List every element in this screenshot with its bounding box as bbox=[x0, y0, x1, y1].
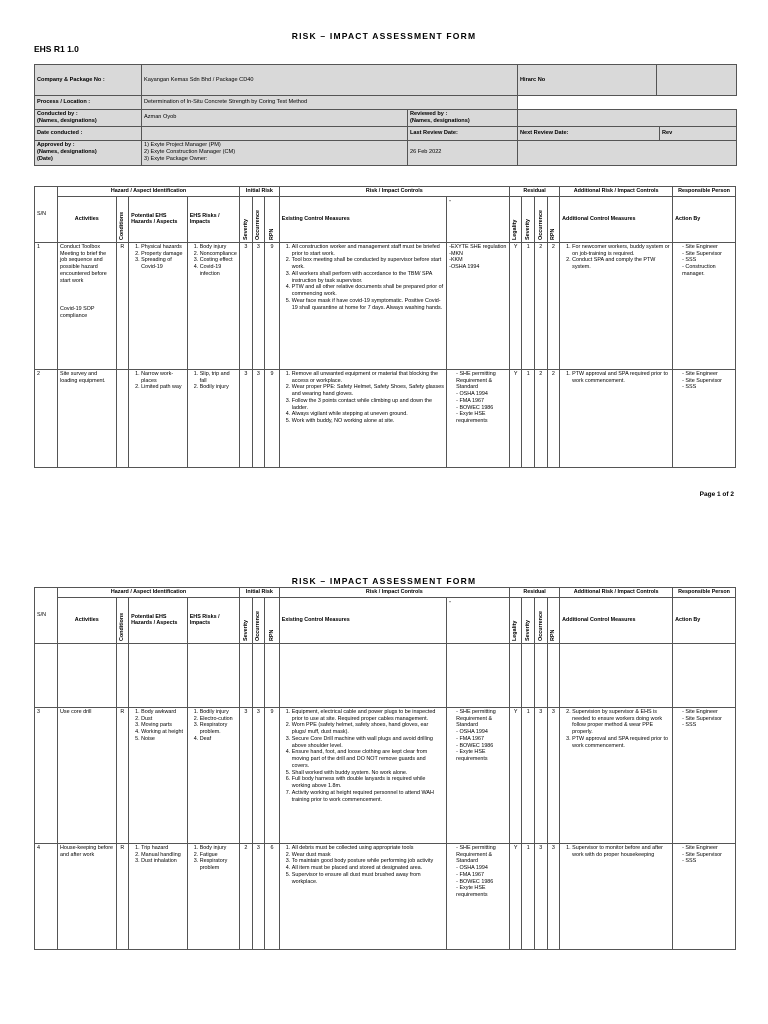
empty-cell bbox=[560, 643, 673, 707]
header-hazards: Potential EHS Hazards / Aspects bbox=[129, 196, 188, 242]
row-condition: R bbox=[116, 843, 129, 949]
list-item: 1. Slip, trip and fall bbox=[200, 371, 237, 385]
rev-label: Rev bbox=[660, 126, 737, 140]
list-item: 2. Limited path way bbox=[141, 384, 185, 391]
row-action-by bbox=[673, 242, 736, 369]
list-item: 4. PTW and all other relative documents shall be prepared prior of commencing work. bbox=[292, 284, 444, 298]
row-action-by bbox=[673, 707, 736, 843]
header-residual: Residual bbox=[509, 588, 559, 598]
list-item: 2. Property damage bbox=[141, 251, 185, 258]
list-item: 2. Wear proper PPE: Safety Helmet, Safety Shoes, Safety glasses and wearing hand gloves. bbox=[292, 384, 444, 398]
list-item: - Site Supervisor bbox=[682, 251, 733, 258]
row-action-by bbox=[673, 843, 736, 949]
list-item: 3. All workers shall perform with accordance to the TBM/ SPA instruction by task supervisor. bbox=[292, 271, 444, 285]
list-item: 4. Ensure hand, foot, and loose clothing are kept clear from moving part of the drill and DO NOT remove guards and covers. bbox=[292, 749, 444, 769]
row-severity: 3 bbox=[240, 242, 253, 369]
process-blank bbox=[518, 96, 737, 110]
list-item: - Exyte HSE requirements bbox=[456, 411, 507, 425]
row-res-occurrence: 2 bbox=[535, 369, 548, 467]
header-additional-group: Additional Risk / Impact Controls bbox=[560, 588, 673, 598]
conducted-label: Conducted by : (Names, designations) bbox=[35, 110, 142, 127]
list-item: - Site Engineer bbox=[682, 371, 733, 378]
empty-cell bbox=[116, 643, 129, 707]
header-controls-group: Risk / Impact Controls bbox=[279, 588, 509, 598]
list-item: - SSS bbox=[682, 384, 733, 391]
list-item: 3. To maintain good body posture while performing job activity bbox=[292, 858, 444, 865]
list-item: 4. Covid-19 infection bbox=[200, 264, 237, 278]
list-item: 4. Deaf bbox=[200, 736, 237, 743]
list-item: - SSS bbox=[682, 257, 733, 264]
empty-cell bbox=[673, 643, 736, 707]
list-item: 3. Dust inhalation bbox=[141, 858, 185, 865]
list-item: 1. PTW approval and SPA required prior to work commencement. bbox=[572, 371, 670, 385]
header-rpn-text: RPN bbox=[268, 630, 275, 642]
row-legal bbox=[447, 242, 510, 369]
reviewed-label: Reviewed by : (Names, designations) bbox=[408, 110, 518, 127]
list-item: - Site Supervisor bbox=[682, 378, 733, 385]
row-res-severity: 1 bbox=[522, 242, 535, 369]
row-res-severity: 1 bbox=[522, 369, 535, 467]
table-row bbox=[35, 369, 736, 467]
empty-cell bbox=[279, 643, 446, 707]
row-legality: Y bbox=[509, 707, 522, 843]
header-rpn bbox=[265, 196, 280, 242]
list-item: - SHE permitting Requirement & Standard bbox=[456, 371, 507, 391]
list-item: - SHE permitting Requirement & Standard bbox=[456, 845, 507, 865]
list-item: 4. Always vigilant while stepping at uneven ground. bbox=[292, 411, 444, 418]
header-severity-text: Severity bbox=[242, 620, 249, 642]
list-item: 1. Remove all unwanted equipment or material that blocking the access or workplace. bbox=[292, 371, 444, 385]
row-activity bbox=[58, 242, 117, 369]
list-item: - Construction manager. bbox=[682, 264, 733, 278]
page-number: Page 1 of 2 bbox=[699, 491, 734, 498]
row-hazards bbox=[129, 843, 188, 949]
list-item: 5. Work with buddy, NO working alone at site. bbox=[292, 418, 444, 425]
row-sn: 4 bbox=[35, 843, 58, 949]
list-item: - FMA 1967 bbox=[456, 398, 507, 405]
list-item: 1. All debris must be collected using appropriate tools bbox=[292, 845, 444, 852]
conducted-value: Azman Oyob bbox=[142, 110, 408, 127]
row-res-occurrence: 3 bbox=[535, 843, 548, 949]
row-condition: R bbox=[116, 242, 129, 369]
info-table bbox=[34, 64, 737, 166]
activity-text: Conduct Toolbox Meeting to brief the job sequence and possible hazard encountered before start work bbox=[60, 243, 107, 284]
header-res-occurrence bbox=[535, 597, 548, 643]
row-risks bbox=[187, 242, 239, 369]
header-rpn bbox=[265, 597, 280, 643]
header-responsible: Responsible Person bbox=[673, 588, 736, 598]
row-res-rpn: 2 bbox=[547, 369, 560, 467]
list-item: 1. Supervisor to monitor before and after work with do proper housekeeping bbox=[572, 845, 670, 859]
header-hazard-group: Hazard / Aspect Identification bbox=[58, 588, 240, 598]
list-item: - Exyte HSE requirements bbox=[456, 885, 507, 899]
row-hazards bbox=[129, 707, 188, 843]
list-item: - OSHA 1994 bbox=[456, 391, 507, 398]
row-res-occurrence: 2 bbox=[535, 242, 548, 369]
row-hazards bbox=[129, 242, 188, 369]
date-conducted-value bbox=[142, 126, 408, 140]
row-controls bbox=[279, 843, 446, 949]
list-item: 5. Shall worked with buddy system. No work alone. bbox=[292, 770, 444, 777]
list-item: 5. Noise bbox=[141, 736, 185, 743]
list-item: - Site Supervisor bbox=[682, 716, 733, 723]
row-add-measures bbox=[560, 369, 673, 467]
approved-blank bbox=[518, 140, 737, 165]
header-add-measures: Additional Control Measures bbox=[560, 196, 673, 242]
approved-list bbox=[142, 140, 408, 165]
row-occurrence: 3 bbox=[252, 242, 265, 369]
list-item: 2. Wear dust mask bbox=[292, 852, 444, 859]
empty-cell bbox=[58, 643, 117, 707]
list-item: 1. Trip hazard bbox=[141, 845, 185, 852]
row-sn: 3 bbox=[35, 707, 58, 843]
risk-table-page1 bbox=[34, 186, 736, 468]
row-rpn: 9 bbox=[265, 242, 280, 369]
header-occurrence bbox=[252, 196, 265, 242]
reviewed-value bbox=[518, 110, 737, 127]
list-item: - Site Supervisor bbox=[682, 852, 733, 859]
row-rpn: 9 bbox=[265, 707, 280, 843]
row-occurrence: 3 bbox=[252, 843, 265, 949]
empty-cell bbox=[265, 643, 280, 707]
header-existing: Existing Control Measures bbox=[279, 597, 446, 643]
activity-text: Use core drill bbox=[60, 708, 92, 715]
form-title: RISK – IMPACT ASSESSMENT FORM bbox=[291, 31, 477, 41]
header-res-rpn-text: RPN bbox=[549, 630, 556, 642]
list-item: 3. Secure Core Drill machine with wall plugs and avoid drilling above shoulder level. bbox=[292, 736, 444, 750]
header-sn: S/N bbox=[35, 187, 58, 243]
header-hazards: Potential EHS Hazards / Aspects bbox=[129, 597, 188, 643]
list-item: 2. Dust bbox=[141, 716, 185, 723]
hirarc-cell bbox=[518, 65, 737, 96]
list-item: - BOWEC 1986 bbox=[456, 879, 507, 886]
row-rpn: 9 bbox=[265, 369, 280, 467]
list-item: - Exyte HSE requirements bbox=[456, 749, 507, 763]
row-sn: 1 bbox=[35, 242, 58, 369]
empty-cell bbox=[509, 643, 522, 707]
list-item: 1. Narrow work-places bbox=[141, 371, 185, 385]
header-legality-text: Legality bbox=[512, 220, 519, 241]
header-action-by: Action By bbox=[673, 597, 736, 643]
date-conducted-label: Date conducted : bbox=[35, 126, 142, 140]
table-row bbox=[35, 242, 736, 369]
list-item: 3. Respiratory problem. bbox=[200, 722, 237, 736]
row-res-severity: 1 bbox=[522, 843, 535, 949]
header-legality bbox=[509, 597, 522, 643]
list-item: - BOWEC 1986 bbox=[456, 743, 507, 750]
list-item: - OSHA 1994 bbox=[456, 865, 507, 872]
empty-cell bbox=[129, 643, 188, 707]
list-item: 2. Conduct SPA and comply the PTW system. bbox=[572, 257, 670, 271]
list-item: - Site Engineer bbox=[682, 709, 733, 716]
row-activity bbox=[58, 707, 117, 843]
row-res-severity: 1 bbox=[522, 707, 535, 843]
header-conditions bbox=[116, 597, 129, 643]
row-severity: 3 bbox=[240, 707, 253, 843]
legal-item: -KKM bbox=[449, 257, 463, 264]
header-initial-risk: Initial Risk bbox=[240, 588, 280, 598]
activity-extra: Covid-19 SOP compliance bbox=[60, 306, 95, 319]
list-item: 2. Electro-cution bbox=[200, 716, 237, 723]
list-item: 3. Follow the 3 points contact while climbing up and down the ladder. bbox=[292, 398, 444, 412]
row-res-occurrence: 3 bbox=[535, 707, 548, 843]
header-res-occurrence bbox=[535, 196, 548, 242]
list-item: 2. Manual handling bbox=[141, 852, 185, 859]
list-item: 4. All item must be placed and stored at designated area. bbox=[292, 865, 444, 872]
empty-cell bbox=[240, 643, 253, 707]
row-occurrence: 3 bbox=[252, 707, 265, 843]
header-res-severity-text: Severity bbox=[524, 219, 531, 241]
legal-item: -MKN bbox=[449, 250, 463, 257]
row-activity bbox=[58, 369, 117, 467]
empty-cell bbox=[547, 643, 560, 707]
row-res-rpn: 2 bbox=[547, 242, 560, 369]
list-item: 2. Fatigue bbox=[200, 852, 237, 859]
list-item: 1. Body injury bbox=[200, 845, 237, 852]
list-item: 1. Equipment, electrical cable and power plugs to be inspected prior to use at site. Required proper cables management. bbox=[292, 709, 444, 723]
list-item: 2. Bodily injury bbox=[200, 384, 237, 391]
row-condition: R bbox=[116, 707, 129, 843]
header-rpn-text: RPN bbox=[268, 229, 275, 241]
approved-date: 26 Feb 2022 bbox=[408, 140, 518, 165]
list-item: 1. For newcomer workers, buddy system or on job-training is required. bbox=[572, 244, 670, 258]
list-item: 3. Costing effect bbox=[200, 257, 237, 264]
legal-item: -OSHA 1994 bbox=[449, 264, 480, 270]
list-item: - FMA 1967 bbox=[456, 736, 507, 743]
row-add-measures bbox=[560, 242, 673, 369]
list-item: 1. Body injury bbox=[200, 244, 237, 251]
row-condition bbox=[116, 369, 129, 467]
approved-item: 2) Exyte Construction Manager (CM) bbox=[144, 149, 236, 156]
list-item: 2. Supervision by supervisor & EHS is needed to ensure workers doing work follow proper method & wear PPE properly. bbox=[572, 709, 670, 736]
header-occurrence-text: Occurrence bbox=[254, 611, 261, 642]
row-legal bbox=[447, 369, 510, 467]
list-item: 3. PTW approval and SPA required prior to work commencement. bbox=[572, 736, 670, 750]
list-item: - SSS bbox=[682, 858, 733, 865]
activity-text: Site survey and loading equipment. bbox=[60, 370, 106, 384]
row-res-rpn: 3 bbox=[547, 843, 560, 949]
list-item: 1. Bodily injury bbox=[200, 709, 237, 716]
form-title-page2: RISK – IMPACT ASSESSMENT FORM bbox=[291, 576, 477, 586]
table-row bbox=[35, 843, 736, 949]
header-sn: S/N bbox=[35, 588, 58, 644]
list-item: - FMA 1967 bbox=[456, 872, 507, 879]
form-code: EHS R1 1.0 bbox=[34, 44, 79, 54]
header-conditions bbox=[116, 196, 129, 242]
row-res-rpn: 3 bbox=[547, 707, 560, 843]
header-responsible: Responsible Person bbox=[673, 187, 736, 197]
list-item: 3. Moving parts bbox=[141, 722, 185, 729]
process-label: Process / Location : bbox=[35, 96, 142, 110]
list-item: 1. Body awkward bbox=[141, 709, 185, 716]
row-controls bbox=[279, 369, 446, 467]
row-legality: Y bbox=[509, 369, 522, 467]
row-occurrence: 3 bbox=[252, 369, 265, 467]
row-action-by bbox=[673, 369, 736, 467]
list-item: 5. Wear face mask if have covid-19 symptomatic. Positive Covid-19 shall quarantine at home for 7 days. Always washing hands. bbox=[292, 298, 444, 312]
row-legal bbox=[447, 843, 510, 949]
header-res-severity-text: Severity bbox=[524, 620, 531, 642]
header-initial-risk: Initial Risk bbox=[240, 187, 280, 197]
approved-item: 3) Exyte Package Owner: bbox=[144, 156, 208, 163]
risk-table-page2 bbox=[34, 587, 736, 950]
empty-cell bbox=[447, 643, 510, 707]
header-action-by: Action By bbox=[673, 196, 736, 242]
header-existing: Existing Control Measures bbox=[279, 196, 446, 242]
approved-label: Approved by : (Names, designations) (Date) bbox=[35, 140, 142, 165]
header-severity bbox=[240, 597, 253, 643]
empty-cell bbox=[187, 643, 239, 707]
header-res-occurrence-text: Occurrence bbox=[537, 611, 544, 642]
header-residual: Residual bbox=[509, 187, 559, 197]
empty-cell bbox=[35, 643, 58, 707]
hirarc-label: Hirarc No bbox=[520, 76, 546, 83]
list-item: 7. Activity working at height required personnel to attend WAH training prior to work commencement. bbox=[292, 790, 444, 804]
header-res-rpn bbox=[547, 196, 560, 242]
list-item: 3. Spreading of Covid-19 bbox=[141, 257, 185, 271]
header-controls-group: Risk / Impact Controls bbox=[279, 187, 509, 197]
activity-text: House-keeping before and after work bbox=[60, 844, 114, 858]
header-severity-text: Severity bbox=[242, 219, 249, 241]
hirarc-box bbox=[656, 65, 737, 96]
row-legality: Y bbox=[509, 843, 522, 949]
list-item: - Site Engineer bbox=[682, 244, 733, 251]
row-sn: 2 bbox=[35, 369, 58, 467]
empty-row bbox=[35, 643, 736, 707]
header-add-measures: Additional Control Measures bbox=[560, 597, 673, 643]
legal-item: -EXYTE SHE regulation bbox=[449, 243, 507, 250]
header-activities: Activities bbox=[58, 597, 117, 643]
empty-cell bbox=[535, 643, 548, 707]
list-item: 5. Supervisor to ensure all dust must brushed away from workplace. bbox=[292, 872, 444, 886]
list-item: - BOWEC 1986 bbox=[456, 405, 507, 412]
list-item: - OSHA 1994 bbox=[456, 729, 507, 736]
list-item: 3. Respiratory problem bbox=[200, 858, 237, 872]
row-hazards bbox=[129, 369, 188, 467]
process-value: Determination of In-Situ Concrete Strength by Coring Test Method bbox=[142, 96, 518, 110]
header-occurrence-text: Occurrence bbox=[254, 210, 261, 241]
header-res-rpn-text: RPN bbox=[549, 229, 556, 241]
header-occurrence bbox=[252, 597, 265, 643]
table-row bbox=[35, 707, 736, 843]
list-item: 1. Physical hazards bbox=[141, 244, 185, 251]
row-severity: 3 bbox=[240, 369, 253, 467]
row-risks bbox=[187, 369, 239, 467]
header-risks: EHS Risks / Impacts bbox=[187, 196, 239, 242]
row-controls bbox=[279, 242, 446, 369]
empty-cell bbox=[522, 643, 535, 707]
company-value: Kayangan Kemas Sdn Bhd / Package CD40 bbox=[142, 65, 518, 96]
row-risks bbox=[187, 843, 239, 949]
row-controls bbox=[279, 707, 446, 843]
row-legal bbox=[447, 707, 510, 843]
list-item: 2. Noncompliance bbox=[200, 251, 237, 258]
header-activities: Activities bbox=[58, 196, 117, 242]
header-conditions-text: Conditions bbox=[118, 212, 125, 241]
last-review-label: Last Review Date: bbox=[408, 126, 518, 140]
list-item: 2. Tool box meeting shall be conducted by supervisor before start work. bbox=[292, 257, 444, 271]
row-activity bbox=[58, 843, 117, 949]
row-add-measures bbox=[560, 843, 673, 949]
list-item: - SSS bbox=[682, 722, 733, 729]
header-dash: - bbox=[447, 597, 510, 643]
header-hazard-group: Hazard / Aspect Identification bbox=[58, 187, 240, 197]
approved-item: 1) Exyte Project Manager (PM) bbox=[144, 142, 221, 149]
header-legality-text: Legality bbox=[512, 621, 519, 642]
row-severity: 2 bbox=[240, 843, 253, 949]
row-rpn: 6 bbox=[265, 843, 280, 949]
list-item: 2. Worn PPE (safety helmet, safety shoes, hand gloves, ear plugs/ muff, dust mask). bbox=[292, 722, 444, 736]
company-label: Company & Package No : bbox=[35, 65, 142, 96]
header-res-severity bbox=[522, 597, 535, 643]
header-legality bbox=[509, 196, 522, 242]
list-item: 1. All construction worker and management staff must be briefed prior to start work. bbox=[292, 244, 444, 258]
row-legality: Y bbox=[509, 242, 522, 369]
next-review-label: Next Review Date: bbox=[518, 126, 660, 140]
list-item: 6. Full body harness with double lanyards is required while working above 1.8m. bbox=[292, 776, 444, 790]
row-risks bbox=[187, 707, 239, 843]
list-item: - Site Engineer bbox=[682, 845, 733, 852]
header-conditions-text: Conditions bbox=[118, 613, 125, 642]
header-risks: EHS Risks / Impacts bbox=[187, 597, 239, 643]
header-res-rpn bbox=[547, 597, 560, 643]
header-additional-group: Additional Risk / Impact Controls bbox=[560, 187, 673, 197]
empty-cell bbox=[252, 643, 265, 707]
header-dash: - bbox=[447, 196, 510, 242]
list-item: - SHE permitting Requirement & Standard bbox=[456, 709, 507, 729]
header-severity bbox=[240, 196, 253, 242]
header-res-severity bbox=[522, 196, 535, 242]
list-item: 4. Working at height bbox=[141, 729, 185, 736]
row-add-measures bbox=[560, 707, 673, 843]
header-res-occurrence-text: Occurrence bbox=[537, 210, 544, 241]
